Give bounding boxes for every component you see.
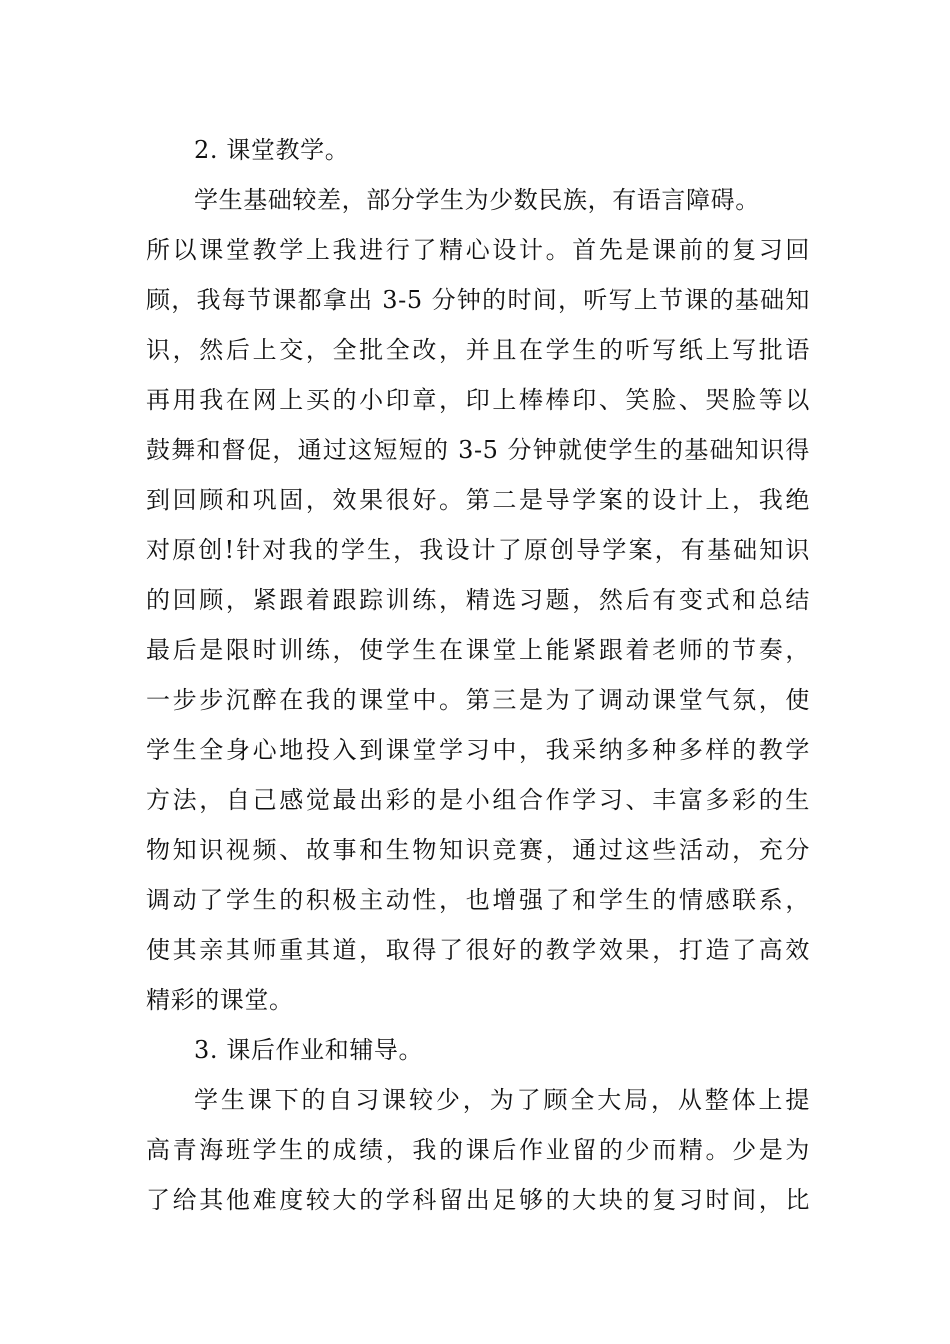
paragraph-line: 再用我在网上买的小印章，印上棒棒印、笑脸、哭脸等以	[146, 386, 810, 414]
paragraph-line: 对原创!针对我的学生，我设计了原创导学案，有基础知识	[146, 536, 810, 564]
paragraph-line: 精彩的课堂。	[146, 986, 294, 1014]
paragraph-line: 物知识视频、故事和生物知识竞赛，通过这些活动，充分	[146, 836, 810, 864]
paragraph-line: 所以课堂教学上我进行了精心设计。首先是课前的复习回	[146, 236, 810, 264]
paragraph-line: 高青海班学生的成绩，我的课后作业留的少而精。少是为	[146, 1136, 810, 1164]
paragraph-line: 的回顾，紧跟着跟踪训练，精选习题，然后有变式和总结	[146, 586, 810, 614]
paragraph-line: 方法，自己感觉最出彩的是小组合作学习、丰富多彩的生	[146, 786, 810, 814]
paragraph-line: 使其亲其师重其道，取得了很好的教学效果，打造了高效	[146, 936, 810, 964]
paragraph-line: 一步步沉醉在我的课堂中。第三是为了调动课堂气氛，使	[146, 686, 810, 714]
paragraph-line: 调动了学生的积极主动性，也增强了和学生的情感联系，	[146, 886, 810, 914]
paragraph-line: 最后是限时训练，使学生在课堂上能紧跟着老师的节奏，	[146, 636, 810, 664]
paragraph-line: 了给其他难度较大的学科留出足够的大块的复习时间，比	[146, 1186, 810, 1214]
paragraph-line: 学生基础较差，部分学生为少数民族，有语言障碍。	[194, 186, 760, 214]
paragraph-line: 到回顾和巩固，效果很好。第二是导学案的设计上，我绝	[146, 486, 810, 514]
paragraph-line: 识，然后上交，全批全改，并且在学生的听写纸上写批语	[146, 336, 810, 364]
paragraph-line: 顾，我每节课都拿出 3-5 分钟的时间，听写上节课的基础知	[146, 286, 810, 314]
paragraph-line: 学生全身心地投入到课堂学习中，我采纳多种多样的教学	[146, 736, 810, 764]
section-heading-classroom-teaching: 2. 课堂教学。	[194, 136, 350, 164]
paragraph-line: 学生课下的自习课较少，为了顾全大局，从整体上提	[194, 1086, 810, 1114]
section-heading-homework-tutoring: 3. 课后作业和辅导。	[194, 1036, 424, 1064]
paragraph-line: 鼓舞和督促，通过这短短的 3-5 分钟就使学生的基础知识得	[146, 436, 810, 464]
